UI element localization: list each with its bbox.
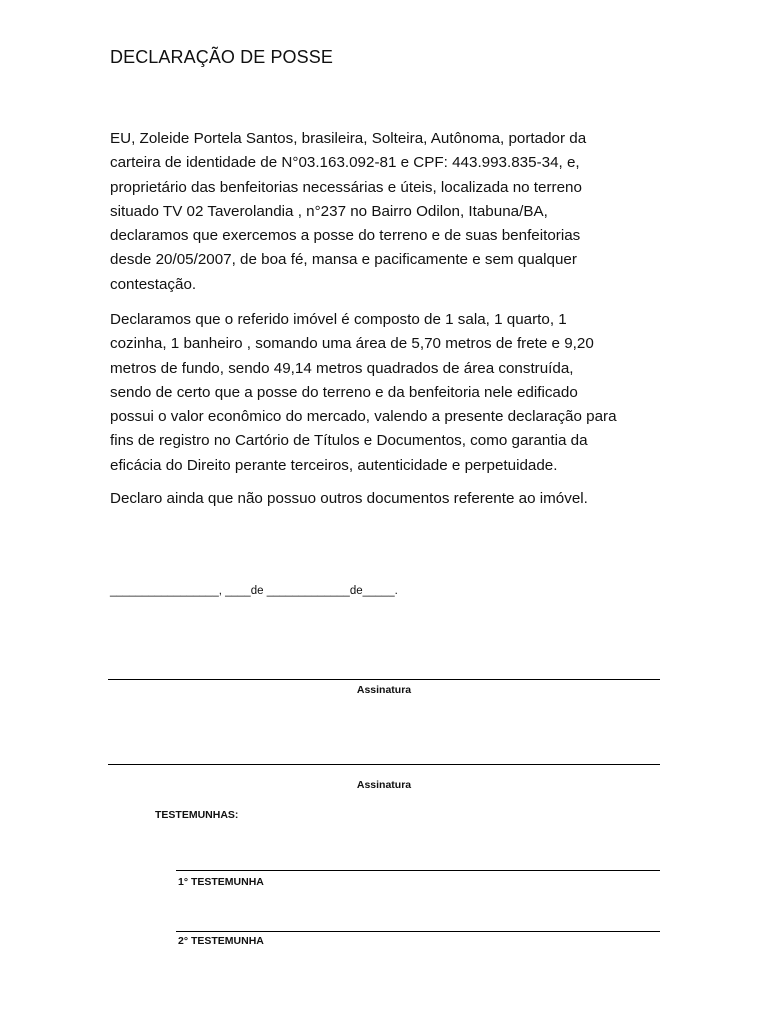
paragraph-line: fins de registro no Cartório de Títulos e Documentos, como garantia da — [110, 432, 588, 450]
paragraph-line: metros de fundo, sendo 49,14 metros quadrados de área construída, — [110, 359, 574, 377]
paragraph-line: contestação. — [110, 275, 197, 293]
paragraph-line: sendo de certo que a posse do terreno e da benfeitoria nele edificado — [110, 383, 578, 401]
paragraph-line: declaramos que exercemos a posse do terreno e de suas benfeitorias — [110, 227, 581, 245]
paragraph-line: situado TV 02 Taverolandia , n°237 no Bairro Odilon, Itabuna/BA, — [110, 202, 548, 220]
paragraph-line: carteira de identidade de N°03.163.092-81 e CPF: 443.993.835-34, e, — [110, 154, 580, 172]
property-description-paragraph — [110, 308, 670, 478]
witness-1-signature-line — [176, 870, 660, 871]
paragraph-line: Declaro ainda que não possuo outros documentos referente ao imóvel. — [110, 490, 588, 507]
declaration-paragraph — [110, 127, 670, 297]
paragraph-line: possui o valor econômico do mercado, valendo a presente declaração para — [110, 408, 617, 426]
witness-2-label: 2° TESTEMUNHA — [178, 935, 264, 947]
signature-line-1 — [108, 679, 660, 680]
signature-label-2: Assinatura — [356, 779, 412, 791]
paragraph-line: eficácia do Direito perante terceiros, autenticidade e perpetuidade. — [110, 456, 558, 474]
place-date-line: _________________, ____de _____________de_____. — [110, 585, 398, 597]
closing-paragraph — [110, 487, 670, 511]
witness-2-signature-line — [176, 931, 660, 932]
paragraph-line: proprietário das benfeitorias necessárias e úteis, localizada no terreno — [110, 178, 582, 196]
witnesses-heading: TESTEMUNHAS: — [155, 809, 239, 821]
document-title: DECLARAÇÃO DE POSSE — [110, 47, 333, 67]
paragraph-line: desde 20/05/2007, de boa fé, mansa e pacificamente e sem qualquer — [110, 251, 577, 269]
paragraph-line: cozinha, 1 banheiro , somando uma área de 5,70 metros de frete e 9,20 — [110, 335, 594, 353]
signature-label-1: Assinatura — [356, 684, 412, 696]
paragraph-line: Declaramos que o referido imóvel é composto de 1 sala, 1 quarto, 1 — [110, 311, 567, 328]
signature-line-2 — [108, 764, 660, 765]
witness-1-label: 1° TESTEMUNHA — [178, 876, 264, 888]
paragraph-line: EU, Zoleide Portela Santos, brasileira, Solteira, Autônoma, portador da — [110, 130, 587, 147]
